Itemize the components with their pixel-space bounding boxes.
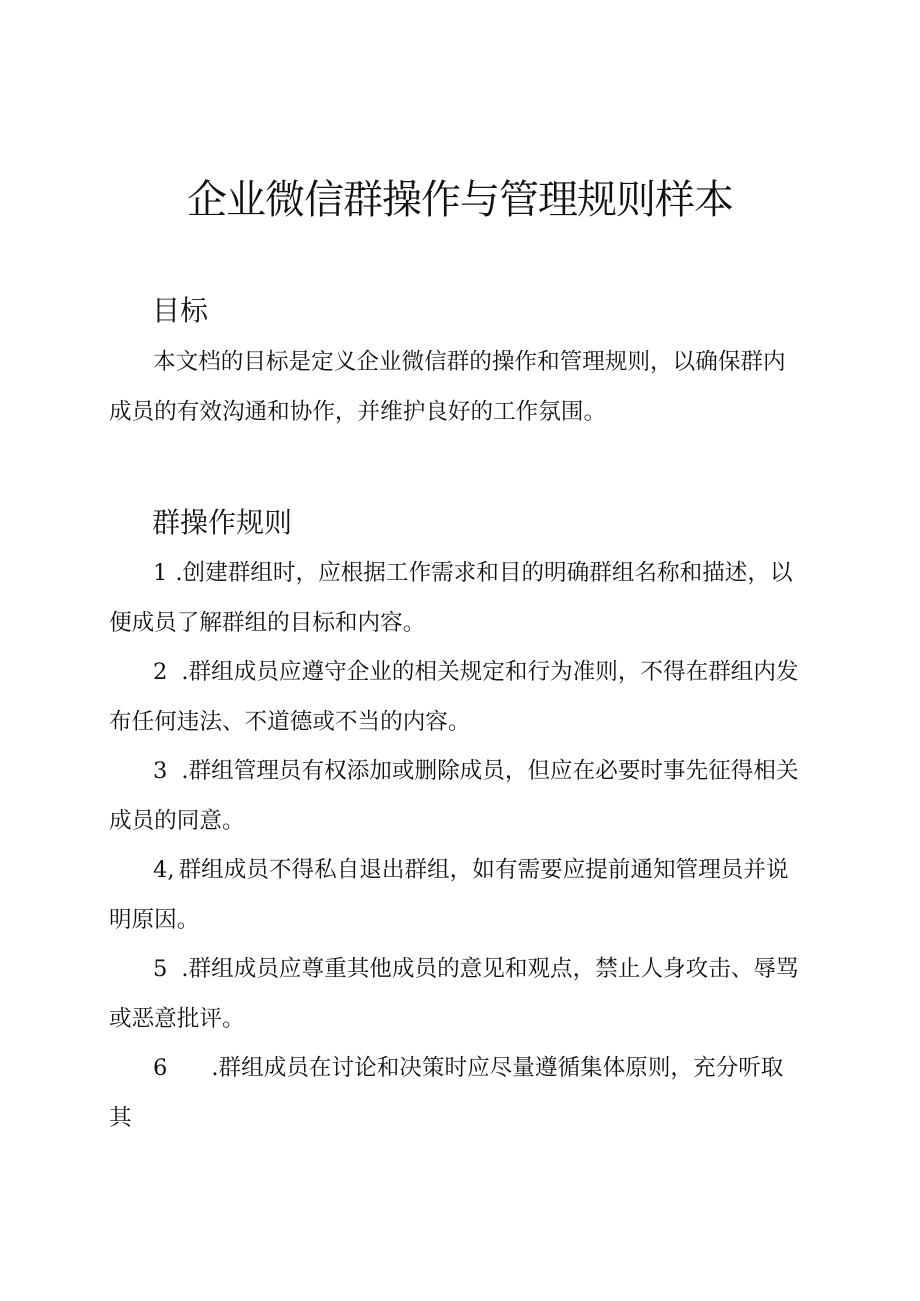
rule-text-line: .群组管理员有权添加或删除成员，但应在必要时事先征得相关: [181, 758, 799, 784]
document-title: 企业微信群操作与管理规则样本: [187, 177, 733, 223]
rule-text-line: 便成员了解群组的目标和内容。: [109, 610, 426, 636]
rule-item-4: [109, 845, 812, 945]
rule-number: 6: [153, 1055, 168, 1081]
rule-text-line: 或恶意批评。: [109, 1006, 245, 1032]
rule-text-line: 成员的同意。: [109, 808, 245, 834]
goal-paragraph: [109, 337, 812, 437]
goal-paragraph-line-2: 成员的有效沟通和协作，并维护良好的工作氛围。: [109, 399, 607, 425]
rule-item-6: [109, 1043, 812, 1143]
rule-number: 3: [153, 758, 168, 784]
rule-item-5: [109, 944, 812, 1044]
rule-text-line: .群组成员应尊重其他成员的意见和观点，禁止人身攻击、辱骂: [181, 956, 799, 982]
goal-paragraph-line-1: 本文档的目标是定义企业微信群的操作和管理规则，以确保群内: [153, 349, 786, 375]
rule-text-line: 其: [109, 1105, 132, 1131]
rule-number: 5: [153, 956, 168, 982]
rule-item-1: [109, 548, 812, 648]
rule-item-3: [109, 746, 812, 846]
rule-number: 4,: [153, 857, 175, 883]
section-heading-rules: 群操作规则: [152, 506, 293, 539]
section-heading-goal: 目标: [152, 294, 209, 327]
rule-text-line: .群组成员在讨论和决策时应尽量遵循集体原则，充分听取: [211, 1055, 784, 1081]
rule-number: 2: [153, 659, 168, 685]
rule-text-line: 布任何违法、不道德或不当的内容。: [109, 709, 471, 735]
rule-text-line: 群组成员不得私自退出群组，如有需要应提前通知管理员并说: [178, 857, 789, 883]
rule-text-line: 明原因。: [109, 907, 200, 933]
rule-item-2: [109, 647, 812, 747]
rule-number: 1: [153, 560, 168, 586]
rule-text-line: .创建群组时，应根据工作需求和目的明确群组名称和描述，以: [175, 560, 793, 586]
rule-text-line: .群组成员应遵守企业的相关规定和行为准则，不得在群组内发: [181, 659, 799, 685]
